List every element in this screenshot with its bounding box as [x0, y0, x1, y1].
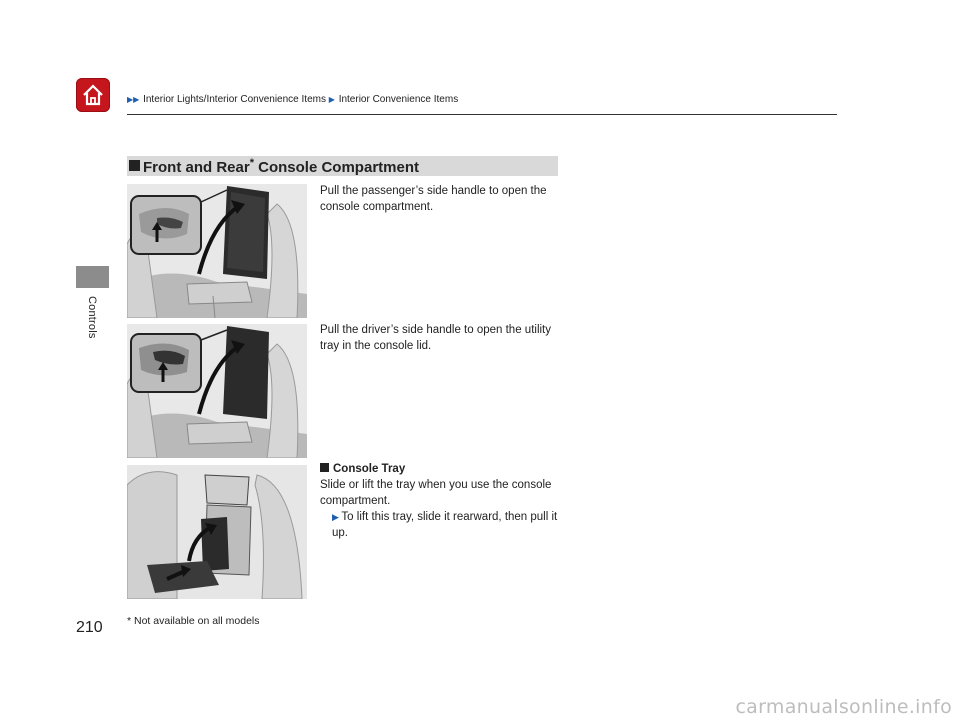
breadcrumb-item-convenience[interactable]: Interior Convenience Items [338, 94, 459, 105]
side-tab[interactable] [76, 266, 109, 288]
console-tray-text: Slide or lift the tray when you use the console compartment. [320, 479, 552, 507]
triangle-icon: ▶ [332, 512, 342, 522]
footnote: * Not available on all models [127, 615, 260, 627]
section-heading [127, 156, 558, 176]
breadcrumb-item-interior-lights[interactable]: Interior Lights/Interior Convenience Items [143, 94, 326, 105]
instruction-passenger-handle: Pull the passenger’s side handle to open the console compartment. [320, 185, 547, 213]
photo-driver-handle [127, 324, 307, 458]
asterisk: * [249, 157, 254, 169]
home-button[interactable] [76, 78, 110, 112]
square-bullet-icon [320, 463, 329, 472]
page-number: 210 [76, 619, 103, 636]
console-tray-section [320, 461, 560, 541]
instruction-driver-handle: Pull the driver’s side handle to open the utility tray in the console lid. [320, 324, 551, 352]
triangle-icon: ▶ [328, 95, 335, 104]
header-divider [127, 114, 837, 115]
breadcrumb [127, 94, 458, 105]
console-tray-heading: Console Tray [320, 461, 560, 477]
square-bullet-icon [129, 160, 140, 171]
double-triangle-icon: ▶▶ [127, 95, 140, 104]
console-tray-note: ▶ To lift this tray, slide it rearward, then pull it up. [332, 511, 558, 539]
side-tab-label: Controls [86, 296, 98, 339]
section-title: Front and Rear* Console Compartment [143, 157, 419, 176]
watermark: carmanualsonline.info [735, 696, 952, 718]
photo-console-tray [127, 465, 307, 599]
photo-passenger-handle [127, 184, 307, 318]
home-icon [81, 83, 105, 107]
